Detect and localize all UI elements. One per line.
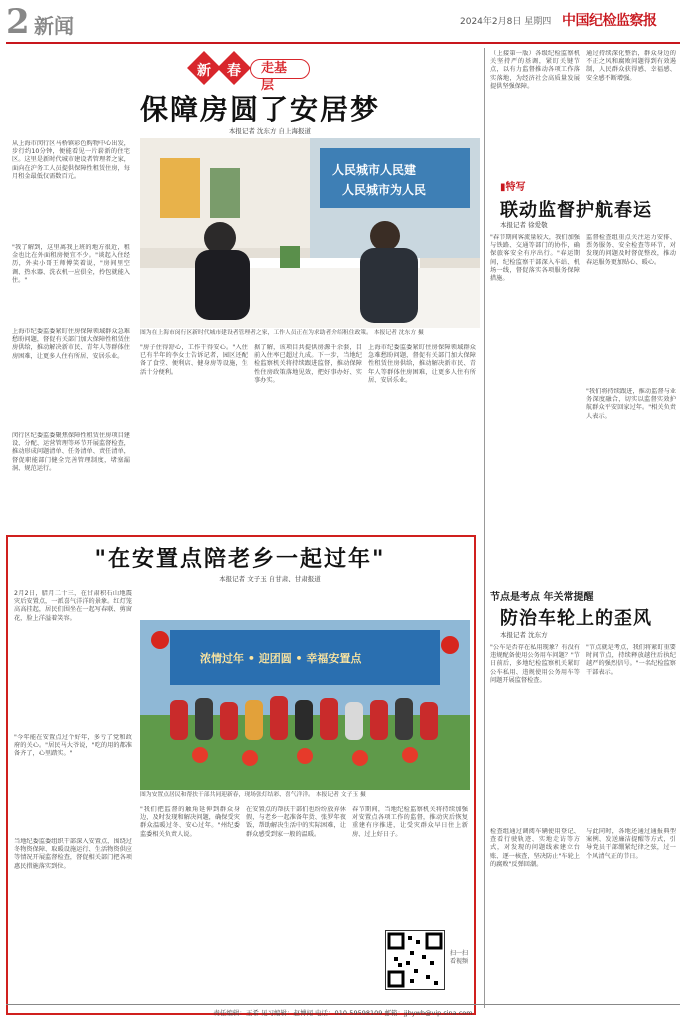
article2-para-5: 在安置点的帮扶干部们也纷纷放弃休假，与老乡一起准备年货、张罗年夜饭，帮助解决生活中的实际困难，让群众感受到家一般的温暖。 [246, 806, 346, 838]
side1-lead: 各级纪检监察机关坚持严的基调，紧盯关键节点，以有力监督推动各项工作落实落地，为经济社会高质量发展提供坚强保障。 [490, 50, 580, 90]
headline-side-1: 联动监督护航春运 [500, 200, 652, 221]
article1-para-6: 据了解，该项目共提供房源千余套，目前入住率已超过九成。下一步，当地纪检监察机关将持续跟进监督，推动保障性住房政策落地见效，把好事办好、实事办实。 [254, 344, 362, 384]
photo-housing-service [140, 138, 480, 328]
banner-tail: 走基层 [250, 59, 310, 79]
side1-text-4: 监督检查组重点关注运力安排、票务服务、安全检查等环节，对发现的问题及时督促整改，推动春运服务更加贴心、暖心。 [586, 234, 676, 266]
article1-para-5: "房子住得舒心，工作干得安心。"入住已有半年的李女士告诉记者，园区还配备了食堂、便利店、健身房等设施，生活十分便利。 [140, 344, 248, 376]
headline-2: "在安置点陪老乡一起过年" [94, 546, 386, 572]
page-number: 2 [6, 2, 30, 42]
headline-side-2: 防治车轮上的歪风 [500, 608, 652, 629]
newspaper-logo: 中国纪检监察报 [562, 13, 657, 29]
headline-1: 保障房圆了安居梦 [139, 93, 380, 126]
byline-side-1: 本报记者 徐爱敬 [500, 221, 548, 229]
banner-char-2: 春 [227, 63, 241, 79]
photo-banner-text: 浓情过年 • 迎团圆 • 幸福安置点 [200, 652, 362, 665]
masthead-rule [6, 42, 680, 44]
page-footer: 责任编辑：王希 见习编辑：赵博闻 电话：010-59598109 邮箱：jjbywb@vip.sina.com [6, 1004, 680, 1017]
side2-text-2: 检查组通过调阅车辆使用登记、查看行驶轨迹、实地走访等方式，对发现的问题线索建立台账、逐一核查，坚决防止"车轮上的腐败"反弹回潮。 [490, 828, 580, 868]
article2-para-2: "今年能在安置点过个好年，多亏了党和政府的关心。"居民马大爷说，"吃的用的都准备齐了，心里踏实。" [14, 734, 132, 758]
side1-text-3: "春节期间客流量较大，我们加强与铁路、交通等部门的协作，确保旅客安全有序出行。"春运期间，纪检监察干部深入车站、机场一线，督促落实各项服务保障措施。 [490, 234, 580, 283]
byline-2: 本报记者 文子玉 自甘肃、甘肃报道 [219, 575, 321, 583]
column-banner [190, 56, 310, 93]
section-title: 新闻 [34, 14, 74, 38]
article1-para-4: 闵行区纪委监委聚焦保障性租赁住房项目建设、分配、运营管理等环节开展监督检查，推动形成问题清单、任务清单、责任清单，督促职能部门健全完善管理制度，堵塞漏洞、规范运行。 [12, 432, 130, 472]
qr-label: 扫一扫 看视频 [450, 950, 469, 965]
banner-char-1: 新 [197, 63, 211, 79]
byline-side-2: 本报记者 沈东方 [500, 631, 548, 639]
photo-sign-line-2: 人民城市为人民 [342, 183, 427, 197]
article2-para-3: 当地纪委监委组织干部深入安置点，围绕过冬物资保障、取暖设施运行、生活物资供应等情况开展监督检查，督促相关部门把各项惠民措施落实到位。 [14, 838, 132, 870]
article2-para-4: "我们把监督的触角延伸到群众身边，及时发现和解决问题，确保受灾群众温暖过冬、安心过年。"州纪委监委相关负责人说。 [140, 806, 240, 838]
side1-text-5: "我们将持续跟进，推动监督与业务深度融合，切实以监督实效护航群众平安回家过年。"相关负责人表示。 [586, 388, 676, 420]
side2-text-1: "公车是否存在私用现象？有没有违规配备使用公务用车问题？"节日前后，多地纪检监察机关紧盯公车私用、违规使用公务用车等问题开展监督检查。 [490, 644, 580, 684]
side2-text-3: "节点就是考点，我们将紧盯重要时间节点，持续释放越往后执纪越严的强烈信号。"一名纪检监察干部表示。 [586, 644, 676, 676]
special-label: ▮特写 [500, 182, 526, 193]
article1-para-extra: 上海市纪委监委紧盯住房保障领域群众急难愁盼问题，督促有关部门加大保障性租赁住房供给，推动解决新市民、青年人等群体住房困难，让更多人住有所居、安居乐业。 [368, 344, 476, 384]
article1-para-1: 从上海市闵行区马桥镇彩色购物中心出发，步行约10分钟，便能看见一片崭新的住宅区。这里是新时代城市建设者管理者之家，面向在沪务工人员提供保障性租赁住房，每月租金最低仅需数百元。 [12, 140, 130, 180]
photo2-caption: 图为安置点居民和帮扶干部共同迎新春，现场张灯结彩、喜气洋洋。 本报记者 文子玉 摄 [140, 792, 366, 798]
issue-date: 2024年2月8日 星期四 [460, 17, 552, 27]
side2-text-4: 与此同时，各地还通过通报典型案例、发送廉洁提醒等方式，引导党员干部绷紧纪律之弦，过一个风清气正的节日。 [586, 828, 676, 860]
qr-code[interactable] [385, 930, 445, 990]
side1-text-1 [490, 50, 580, 170]
article1-para-2: "我了解到，这里离我上班的地方很近，租金也比在外面租房便宜不少。"谈起入住经历，外卖小哥王师傅笑着说，"房间里空调、热水器、洗衣机一应俱全，拎包就能入住。" [12, 244, 130, 284]
photo1-caption: 图为在上海市闵行区新时代城市建设者管理者之家，工作人员正在为求助者介绍租住政策。 本报记者 沈东方 摄 [140, 330, 424, 336]
article2-para-1: 2月2日，腊月二十三，在甘肃积石山地震灾后安置点，一派喜气洋洋的景象。红灯笼高高挂起，居民们围坐在一起写春联、剪窗花，脸上洋溢着笑容。 [14, 590, 132, 622]
article1-para-3: 上海市纪委监委紧盯住房保障领域群众急难愁盼问题，督促有关部门加大保障性租赁住房供给，推动解决新市民、青年人等群体住房困难，让更多人住有所居、安居乐业。 [12, 328, 130, 360]
side1-text-2: 通过持续深化整治，群众身边的不正之风和腐败问题得到有效遏制，人民群众获得感、幸福感、安全感不断增强。 [586, 50, 676, 82]
column-divider [484, 48, 485, 1008]
side1-column-head: （上接第一版） [490, 50, 536, 57]
side2-kicker: 节点是考点 年关常提醒 [490, 592, 594, 603]
article2-para-6: 春节期间，当地纪检监察机关将持续加强对安置点各项工作的监督，推动灾后恢复重建有序推进，让受灾群众早日住上新房、过上好日子。 [352, 806, 468, 838]
photo-sign-line-1: 人民城市人民建 [332, 163, 417, 177]
photo-resettlement-celebration [140, 620, 470, 790]
byline-1: 本报记者 沈东方 自上海报道 [228, 127, 312, 135]
